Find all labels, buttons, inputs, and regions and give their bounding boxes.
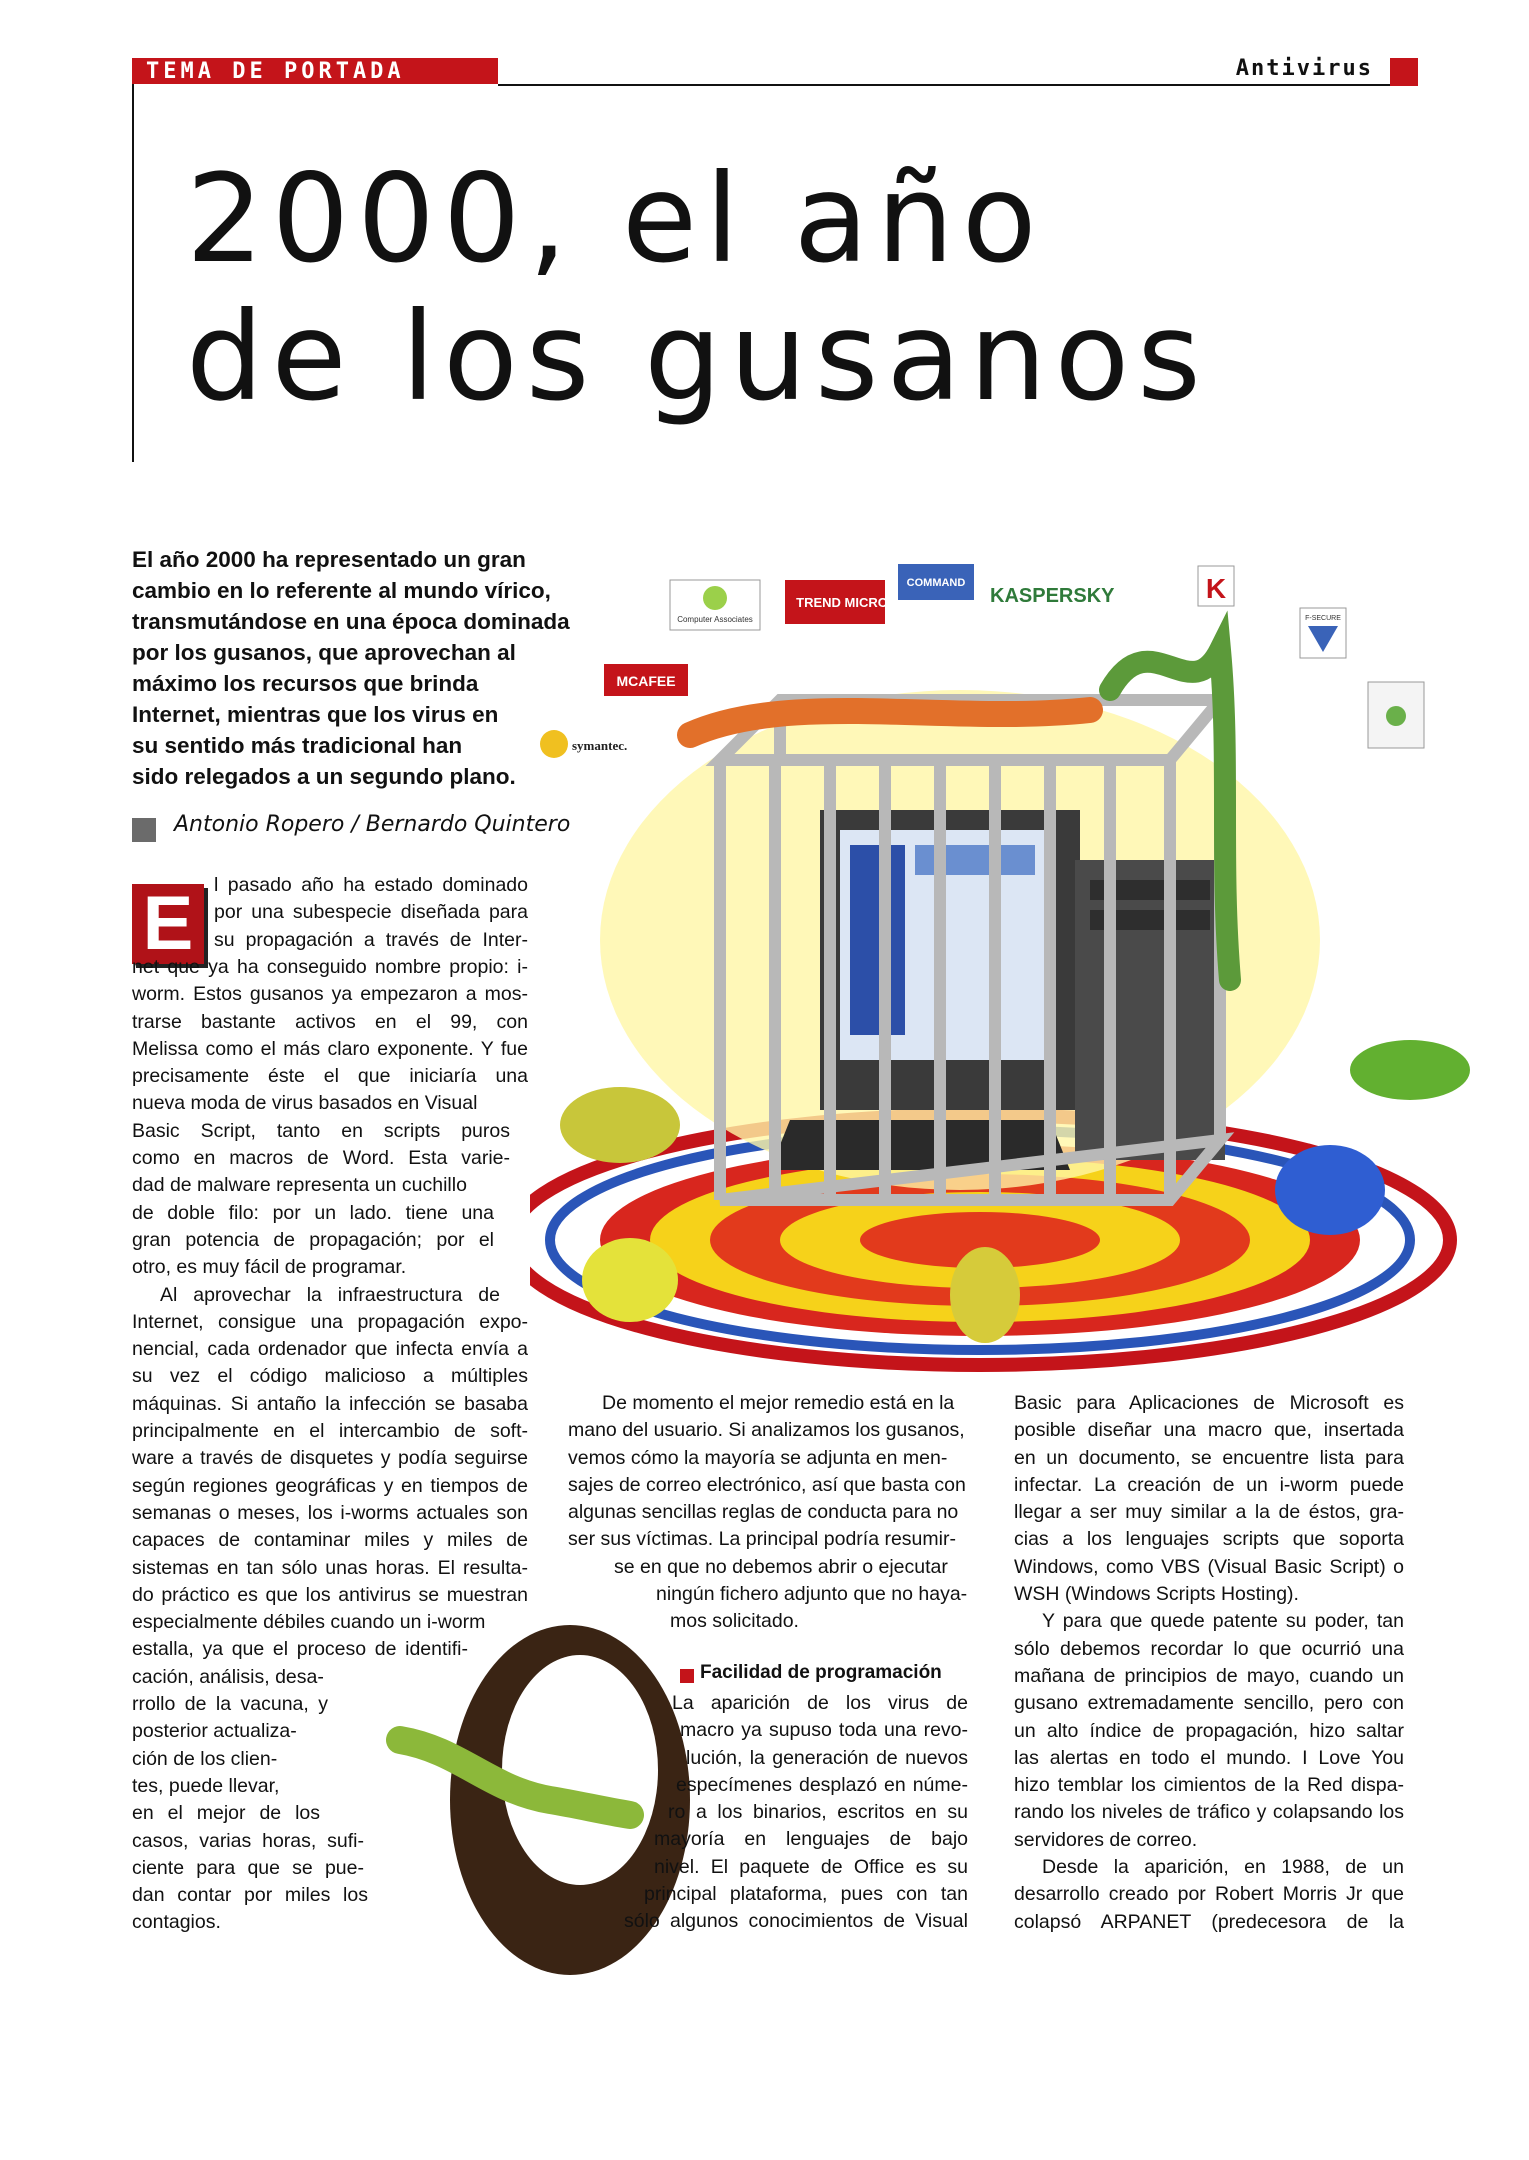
lead-line: El año 2000 ha representado un gran [132,547,526,572]
text-line: dan contar por miles los [132,1884,368,1907]
caged-computer-illustration [530,560,1529,1380]
text-line: desarrollo creado por Robert Morris Jr que [1014,1883,1404,1906]
text-line: sistemas en tan sólo unas horas. El resulta- [132,1556,528,1579]
text-line: Basic Script, tanto en scripts puros [132,1119,510,1142]
text-line: nencial, cada ordenador que infecta envía a [132,1338,528,1361]
text-line: precisamente éste el que iniciaría una [132,1065,528,1088]
yellow-bug-icon [950,1247,1020,1343]
logo-mcafee [604,664,688,696]
text-line: algunas sencillas reglas de conducta para no [568,1501,959,1524]
text-line: de doble filo: por un lado. tiene una [132,1201,494,1224]
text-line: por una subespecie diseñada para [214,901,528,924]
text-line: do práctico es que los antivirus se muestran [132,1583,528,1606]
logo-text: MCAFEE [616,673,676,689]
author-marker [132,818,156,842]
text-line: mañana de principios de mayo, cuando un [1014,1664,1404,1687]
column-3 [1014,1390,1404,1936]
text-line: rando los niveles de tráfico y colapsando los [1014,1801,1404,1824]
text-line: vemos cómo la mayoría se adjunta en men- [568,1446,948,1469]
text-line: en un documento, se encuentre lista para [1014,1446,1404,1469]
text-line: su propagación a través de Inter- [214,928,528,951]
text-line: posible diseñar una macro que, insertada [1014,1419,1404,1442]
logo-text: F-SECURE [1305,615,1341,622]
author-byline: Antonio Ropero / Bernardo Quintero [174,812,571,837]
section-banner [132,58,498,84]
text-line: gusano extremadamente sencillo, pero con [1014,1692,1404,1715]
logo-text: K [1205,573,1227,604]
title-rule [132,84,134,462]
text-line: contagios. [132,1911,221,1934]
lead-line: por los gusanos, que aprovechan al [132,640,516,665]
text-line: Y para que quede patente su poder, tan [1042,1610,1404,1633]
logo-text: Computer Associates [677,615,753,624]
logo-trend-micro [785,580,888,624]
text-line: Basic para Aplicaciones de Microsoft es [1014,1392,1404,1414]
text-line: ciente para que se pue- [132,1856,364,1879]
logo-k [1198,566,1234,606]
logo-box [1368,682,1424,748]
text-line: gran potencia de propagación; por el [132,1228,494,1251]
text-line: trarse bastante activos en el 99, con [132,1010,528,1033]
text-line: hizo temblar los cimientos de la Red dispa- [1014,1774,1404,1797]
text-line: se en que no debemos abrir o ejecutar [614,1555,948,1578]
yellow-bug-icon [582,1238,678,1322]
text-line: ningún fichero adjunto que no haya- [656,1583,968,1606]
text-line: sólo debemos recordar lo que ocurrió una [1014,1637,1404,1660]
lead-line: máximo los recursos que brinda [132,671,479,696]
text-line: capaces de contaminar miles y miles de [132,1529,528,1552]
logo-text: TREND MICRO [796,595,888,610]
column-1 [132,954,528,1937]
text-line: De momento el mejor remedio está en la [602,1392,955,1414]
text-line: su vez el código malicioso a múltiples [132,1365,528,1388]
text-line: las alertas en todo el mundo. I Love You [1014,1746,1404,1769]
text-line: nivel. El paquete de Office es su [654,1855,968,1878]
text-line: net que ya ha conseguido nombre propio: i- [132,956,528,978]
text-line: otro, es muy fácil de programar. [132,1256,407,1279]
text-line: en el mejor de los [132,1802,320,1825]
article-lead [132,544,580,792]
column-2 [568,1390,968,1636]
section-label: TEMA DE PORTADA [146,59,405,84]
logo-f-secure [1300,608,1346,658]
text-line: ción de los clien- [132,1747,278,1770]
logo-text: COMMAND [906,577,966,589]
text-line: según regiones geográficas y en tiempos de [132,1474,528,1497]
text-line: Melissa como el más claro exponente. Y fue [132,1037,528,1060]
logo-computer-associates [670,580,760,630]
text-line: estalla, ya que el proceso de identifi- [132,1638,468,1661]
category-label: Antivirus [1235,56,1373,81]
text-line: Internet, consigue una propagación expo- [132,1310,528,1333]
text-line: ser sus víctimas. La principal podría resumir- [568,1528,956,1551]
text-line: colapsó ARPANET (predecesora de la [1014,1910,1404,1933]
text-line: máquinas. Si antaño la infección se basaba [132,1392,528,1415]
logo-symantec [540,730,627,758]
lead-line: transmutándose en una época dominada [132,609,570,634]
text-line: worm. Estos gusanos ya empezaron a mos- [132,983,528,1006]
lead-line: su sentido más tradicional han [132,733,463,758]
text-line: un alto índice de propagación, hizo saltar [1014,1719,1404,1742]
text-line: ware a través de disquetes y podía seguirse [132,1447,528,1470]
text-line: ro a los binarios, escritos en su [668,1801,968,1824]
text-line: dad de malware representa un cuchillo [132,1174,467,1197]
text-line: Al aprovechar la infraestructura de [160,1283,500,1306]
text-line: sajes de correo electrónico, así que basta con [568,1473,966,1496]
text-line: llegar a ser muy similar a la de éstos, gra- [1014,1501,1404,1524]
text-line: Windows, como VBS (Visual Basic Script) o [1014,1555,1404,1578]
text-line: mayoría en lenguajes de bajo [654,1828,968,1851]
text-line: infectar. La creación de un i-worm puede [1014,1473,1404,1496]
text-line: Desde la aparición, en 1988, de un [1042,1856,1404,1879]
text-line: macro ya supuso toda una revo- [680,1719,968,1742]
text-line: especímenes desplazó en núme- [676,1773,968,1796]
column-1-intro [214,872,528,954]
text-line: cias a los lenguajes scripts que soporta [1014,1528,1404,1551]
text-line: WSH (Windows Scripts Hosting). [1014,1583,1299,1606]
title-line-2: de los gusanos [186,286,1209,428]
text-line: cación, análisis, desa- [132,1665,324,1688]
text-line: nueva moda de virus basados en Visual [132,1092,478,1115]
text-line: principal plataforma, pues con tan [644,1883,968,1906]
text-line: servidores de correo. [1014,1828,1198,1851]
lead-line: cambio en lo referente al mundo vírico, [132,578,551,603]
blue-bug-icon [1275,1145,1385,1235]
text-line: sólo algunos conocimientos de Visual [624,1910,968,1933]
logo-text: symantec. [572,738,628,753]
text-line: mano del usuario. Si analizamos los gusanos, [568,1419,965,1442]
text-line: principalmente en el intercambio de soft- [132,1420,528,1443]
logo-command [898,564,974,600]
text-line: como en macros de Word. Esta varie- [132,1147,510,1170]
lead-line: Internet, mientras que los virus en [132,702,499,727]
text-line: semanas o meses, los i-worms actuales son [132,1501,528,1524]
subhead-marker [680,1669,694,1683]
logo-kaspersky [990,585,1115,607]
article-title [186,150,1209,426]
lead-line: sido relegados a un segundo plano. [132,764,516,789]
yellow-bug-icon [560,1087,680,1163]
text-line: l pasado año ha estado dominado [214,874,528,896]
text-line: rrollo de la vacuna, y [132,1693,328,1716]
text-line: posterior actualiza- [132,1720,297,1743]
green-bug-icon [1350,1040,1470,1100]
category-marker [1390,58,1418,86]
text-line: especialmente débiles cuando un i-worm [132,1611,486,1634]
text-line: casos, varias horas, sufi- [132,1829,364,1852]
column-2-continued [620,1690,968,1936]
text-line: La aparición de los virus de [672,1692,968,1714]
drop-cap: E [132,884,204,964]
text-line: mos solicitado. [670,1610,799,1633]
text-line: lución, la generación de nuevos [686,1746,968,1769]
text-line: tes, puede llevar, [132,1774,280,1797]
header-rule [498,84,1418,86]
title-line-1: 2000, el año [186,148,1045,290]
subheading: Facilidad de programación [700,1662,942,1683]
logo-text: KASPERSKY [990,585,1115,607]
